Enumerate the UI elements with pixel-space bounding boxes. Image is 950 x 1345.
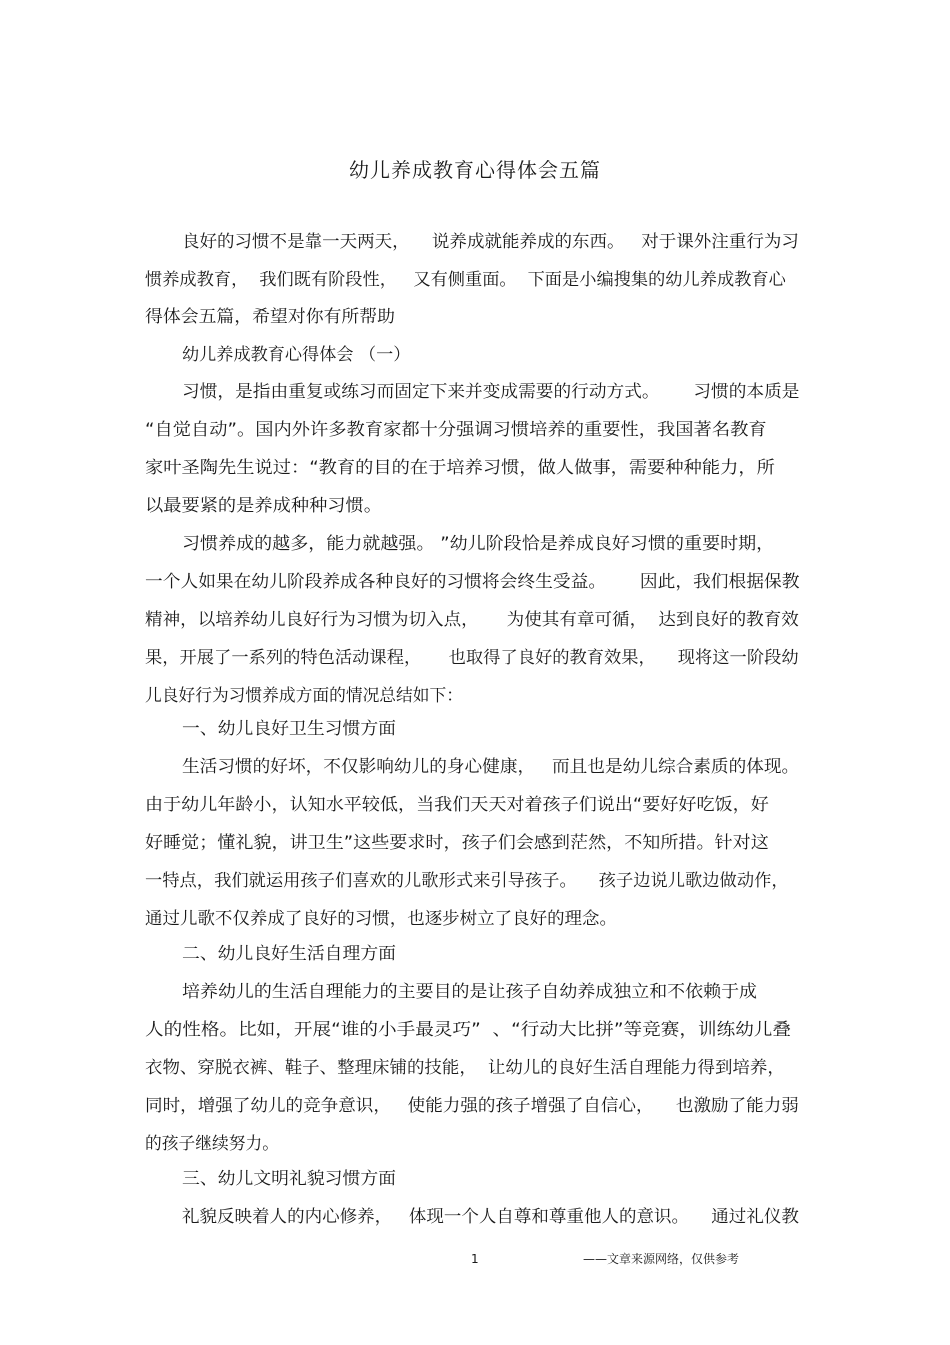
paragraph-line: 好睡觉；懂礼貌，讲卫生”这些要求时，孩子们会感到茫然，不知所措。针对这 <box>145 833 769 853</box>
paragraph-line: “自觉自动”。国内外许多教育家都十分强调习惯培养的重要性，我国著名教育 <box>145 420 767 440</box>
paragraph-line: 习惯，是指由重复或练习而固定下来并变成需要的行动方式。 习惯的本质是 <box>182 382 800 402</box>
paragraph-line: 一特点，我们就运用孩子们喜欢的儿歌形式来引导孩子。 孩子边说儿歌边做动作， <box>145 871 789 891</box>
paragraph-line: 由于幼儿年龄小，认知水平较低，当我们天天对着孩子们说出“要好好吃饭，好 <box>145 795 769 815</box>
paragraph-line: 精神，以培养幼儿良好行为习惯为切入点， 为使其有章可循， 达到良好的教育效 <box>145 610 799 630</box>
paragraph-line: 幼儿养成教育心得体会 （一） <box>182 345 411 365</box>
paragraph-line: 习惯养成的越多，能力就越强。 ”幼儿阶段恰是养成良好习惯的重要时期， <box>182 534 775 554</box>
page-number: 1 <box>471 1252 479 1266</box>
paragraph-line: 礼貌反映着人的内心修养， 体现一个人自尊和尊重他人的意识。 通过礼仪教 <box>182 1207 799 1227</box>
paragraph-line: 人的性格。比如，开展“谁的小手最灵巧” 、“行动大比拼”等竞赛，训练幼儿叠 <box>145 1020 792 1040</box>
paragraph-line: 通过儿歌不仅养成了良好的习惯，也逐步树立了良好的理念。 <box>145 909 617 929</box>
paragraph-line: 一、幼儿良好卫生习惯方面 <box>182 719 396 739</box>
paragraph-line: 二、幼儿良好生活自理方面 <box>182 944 396 964</box>
paragraph-line: 生活习惯的好坏，不仅影响幼儿的身心健康， 而且也是幼儿综合素质的体现。 <box>182 757 800 777</box>
paragraph-line: 一个人如果在幼儿阶段养成各种良好的习惯将会终生受益。 因此，我们根据保教 <box>145 572 800 592</box>
paragraph-line: 的孩子继续努力。 <box>145 1134 280 1154</box>
paragraph-line: 儿良好行为习惯养成方面的情况总结如下： <box>145 686 463 706</box>
paragraph-line: 同时，增强了幼儿的竞争意识， 使能力强的孩子增强了自信心， 也激励了能力弱 <box>145 1096 799 1116</box>
document-title: 幼儿养成教育心得体会五篇 <box>349 158 601 182</box>
paragraph-line: 良好的习惯不是靠一天两天， 说养成就能养成的东西。 对于课外注重行为习 <box>182 232 799 252</box>
paragraph-line: 惯养成教育， 我们既有阶段性， 又有侧重面。 下面是小编搜集的幼儿养成教育心 <box>145 270 786 290</box>
source-note: ——文章来源网络，仅供参考 <box>583 1252 740 1266</box>
paragraph-line: 得体会五篇，希望对你有所帮助 <box>145 307 395 327</box>
paragraph-line: 三、幼儿文明礼貌习惯方面 <box>182 1169 396 1189</box>
paragraph-line: 家叶圣陶先生说过：“教育的目的在于培养习惯，做人做事，需要种种能力，所 <box>145 458 775 478</box>
paragraph-line: 衣物、穿脱衣裤、鞋子、整理床铺的技能， 让幼儿的良好生活自理能力得到培养， <box>145 1058 785 1078</box>
paragraph-line: 以最要紧的是养成种种习惯。 <box>145 496 383 516</box>
paragraph-line: 培养幼儿的生活自理能力的主要目的是让孩子自幼养成独立和不依赖于成 <box>182 982 758 1002</box>
paragraph-line: 果，开展了一系列的特色活动课程， 也取得了良好的教育效果， 现将这一阶段幼 <box>145 648 799 668</box>
